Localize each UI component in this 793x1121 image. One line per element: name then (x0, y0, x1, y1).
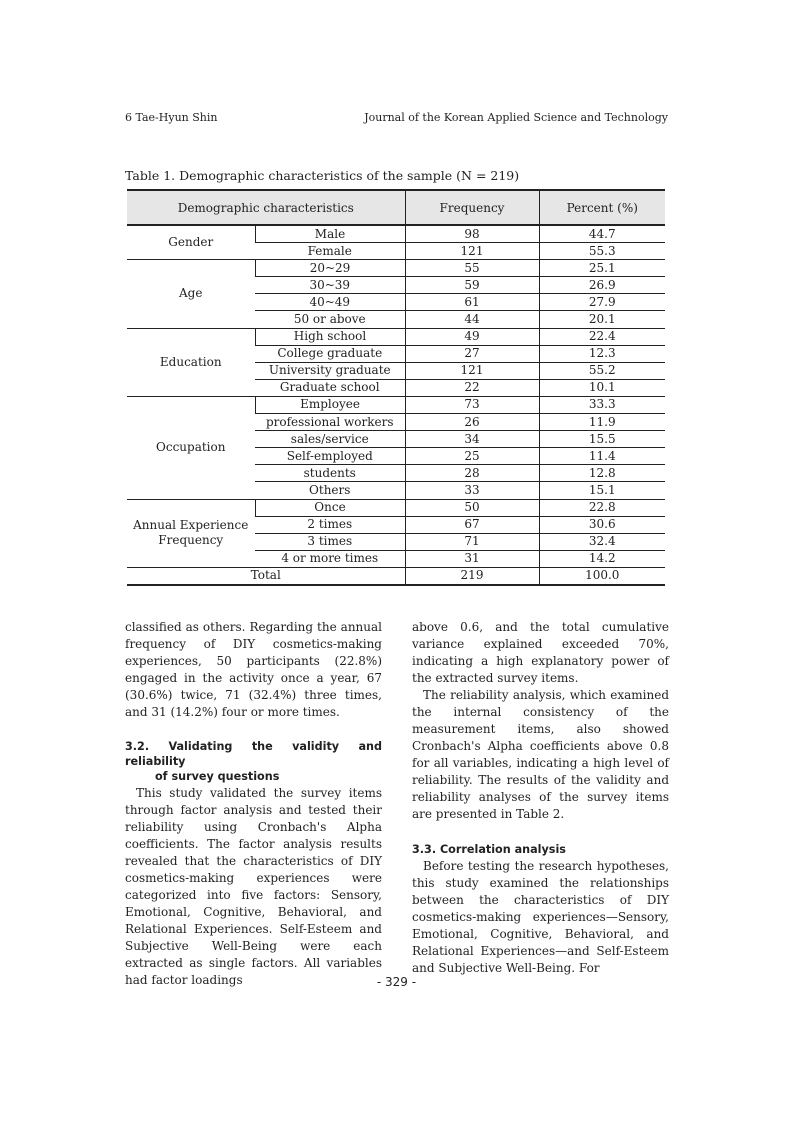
page-number: - 329 - (376, 975, 417, 989)
label-cell: 3 times (255, 533, 405, 550)
table-body (127, 225, 665, 585)
frequency-cell: 61 (405, 294, 539, 311)
frequency-cell: 71 (405, 533, 539, 550)
frequency-cell: 55 (405, 260, 539, 277)
table-caption: Table 1. Demographic characteristics of the sample (N = 219) (125, 168, 520, 183)
frequency-cell: 121 (405, 243, 539, 260)
body-columns (125, 619, 669, 989)
table-total-row (127, 567, 665, 585)
section-heading (125, 739, 382, 784)
frequency-cell: 27 (405, 345, 539, 362)
demographics-table (127, 189, 665, 586)
paragraph: above 0.6, and the total cumulative variance explained exceeded 70%, indicating a high explanatory power of the extracted survey items. (412, 620, 669, 685)
percent-cell: 30.6 (539, 516, 665, 533)
label-cell: College graduate (255, 345, 405, 362)
table-header-row (127, 190, 665, 225)
percent-cell: 14.2 (539, 550, 665, 567)
percent-cell: 11.9 (539, 414, 665, 431)
percent-cell: 11.4 (539, 448, 665, 465)
frequency-cell: 121 (405, 362, 539, 379)
label-cell: 50 or above (255, 311, 405, 328)
label-cell: 30~39 (255, 277, 405, 294)
table-row (127, 499, 665, 516)
total-label-cell: Total (127, 567, 405, 585)
running-header-journal: Journal of the Korean Applied Science and Technology (364, 111, 668, 124)
percent-cell: 32.4 (539, 533, 665, 550)
label-cell: High school (255, 328, 405, 345)
paragraph: The reliability analysis, which examined the internal consistency of the measurement items, also showed Cronbach's Alpha coefficients above 0.8 for all variables, indicating a high level of reliability. The results of the validity and reliability analyses of the survey items are presented in Table 2. (412, 688, 669, 821)
category-cell: Gender (127, 225, 255, 260)
frequency-cell: 25 (405, 448, 539, 465)
column-header: Demographic characteristics (127, 190, 405, 225)
frequency-cell: 28 (405, 465, 539, 482)
section-heading-line: of survey questions (155, 770, 280, 783)
total-frequency-cell: 219 (405, 567, 539, 585)
label-cell: Self-employed (255, 448, 405, 465)
table-row (127, 396, 665, 413)
label-cell: students (255, 465, 405, 482)
frequency-cell: 31 (405, 550, 539, 567)
label-cell: Once (255, 499, 405, 516)
frequency-cell: 49 (405, 328, 539, 345)
table-row (127, 260, 665, 277)
percent-cell: 22.8 (539, 499, 665, 516)
paragraph: Before testing the research hypotheses, this study examined the relationships between the characteristics of DIY cosmetics-making experiences—Sensory, Emotional, Cognitive, Behavioral, and Relational Experiences—and Self-Esteem and Subjective Well-Being. For (412, 859, 669, 975)
frequency-cell: 50 (405, 499, 539, 516)
label-cell: sales/service (255, 431, 405, 448)
percent-cell: 27.9 (539, 294, 665, 311)
percent-cell: 25.1 (539, 260, 665, 277)
label-cell: 2 times (255, 516, 405, 533)
left-column (125, 619, 382, 989)
frequency-cell: 59 (405, 277, 539, 294)
paragraph: This study validated the survey items through factor analysis and tested their reliability using Cronbach's Alpha coefficients. The factor analysis results revealed that the characteristics of DIY cosmetics-making experiences were categorized into five factors: Sensory, Emotional, Cognitive, Behavioral, and Relational Experiences. Self-Esteem and Subjective Well-Being were each extracted as single factors. All variables had factor loadings (125, 786, 382, 987)
percent-cell: 20.1 (539, 311, 665, 328)
category-cell: Education (127, 328, 255, 396)
column-header: Percent (%) (539, 190, 665, 225)
percent-cell: 12.3 (539, 345, 665, 362)
percent-cell: 55.3 (539, 243, 665, 260)
percent-cell: 15.1 (539, 482, 665, 499)
label-cell: 4 or more times (255, 550, 405, 567)
category-cell: Age (127, 260, 255, 328)
table-row (127, 328, 665, 345)
percent-cell: 26.9 (539, 277, 665, 294)
label-cell: Graduate school (255, 379, 405, 396)
category-cell: Occupation (127, 396, 255, 499)
table-row (127, 225, 665, 243)
frequency-cell: 34 (405, 431, 539, 448)
frequency-cell: 67 (405, 516, 539, 533)
frequency-cell: 73 (405, 396, 539, 413)
frequency-cell: 26 (405, 414, 539, 431)
right-column (412, 619, 669, 989)
category-cell: Annual Experience Frequency (127, 499, 255, 567)
label-cell: Female (255, 243, 405, 260)
column-header: Frequency (405, 190, 539, 225)
paragraph: classified as others. Regarding the annual frequency of DIY cosmetics-making experiences, 50 participants (22.8%) engaged in the activity once a year, 67 (30.6%) twice, 71 (32.4%) three times, and 31 (14.2%) four or more times. (125, 620, 382, 719)
percent-cell: 33.3 (539, 396, 665, 413)
label-cell: Others (255, 482, 405, 499)
label-cell: University graduate (255, 362, 405, 379)
percent-cell: 12.8 (539, 465, 665, 482)
percent-cell: 10.1 (539, 379, 665, 396)
frequency-cell: 44 (405, 311, 539, 328)
percent-cell: 55.2 (539, 362, 665, 379)
label-cell: Employee (255, 396, 405, 413)
label-cell: 20~29 (255, 260, 405, 277)
percent-cell: 15.5 (539, 431, 665, 448)
percent-cell: 44.7 (539, 225, 665, 243)
label-cell: 40~49 (255, 294, 405, 311)
frequency-cell: 33 (405, 482, 539, 499)
label-cell: professional workers (255, 414, 405, 431)
total-percent-cell: 100.0 (539, 567, 665, 585)
frequency-cell: 98 (405, 225, 539, 243)
label-cell: Male (255, 225, 405, 243)
section-heading-line: 3.2. Validating the validity and reliability (125, 740, 382, 768)
frequency-cell: 22 (405, 379, 539, 396)
section-heading: 3.3. Correlation analysis (412, 843, 566, 856)
percent-cell: 22.4 (539, 328, 665, 345)
running-header-author: 6 Tae-Hyun Shin (125, 111, 218, 124)
